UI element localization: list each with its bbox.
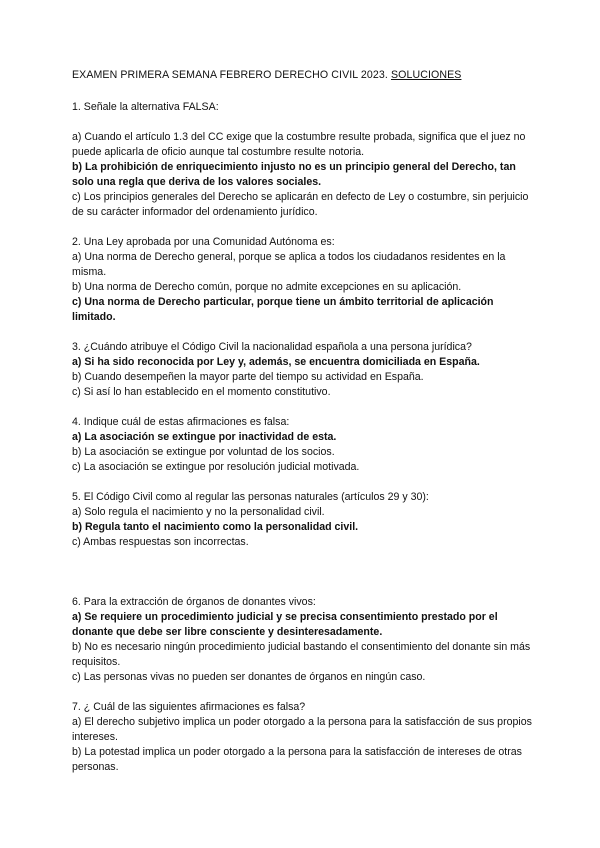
option-c: c) Los principios generales del Derecho se aplicarán en defecto de Ley o costumbre, sin perjuicio de su carácter informador del ordenamiento jurídico.: [72, 191, 529, 218]
option-a: a) Una norma de Derecho general, porque se aplica a todos los ciudadanos residentes en la misma.: [72, 251, 506, 278]
question-stem: 2. Una Ley aprobada por una Comunidad Autónoma es:: [72, 236, 335, 248]
question-1: [72, 100, 532, 220]
question-stem: 3. ¿Cuándo atribuye el Código Civil la nacionalidad española a una persona jurídica?: [72, 341, 472, 353]
question-3: [72, 340, 532, 400]
option-a-correct: a) Se requiere un procedimiento judicial y se precisa consentimiento prestado por el donante que debe ser libre consciente y desinteresadamente.: [72, 611, 498, 638]
option-a-correct: a) Si ha sido reconocida por Ley y, además, se encuentra domiciliada en España.: [72, 356, 480, 368]
question-stem: 4. Indique cuál de estas afirmaciones es falsa:: [72, 416, 290, 428]
option-a: a) Solo regula el nacimiento y no la personalidad civil.: [72, 506, 325, 518]
option-b: b) Cuando desempeñen la mayor parte del tiempo su actividad en España.: [72, 371, 424, 383]
exam-document: [72, 68, 532, 790]
option-b: b) La asociación se extingue por voluntad de los socios.: [72, 446, 335, 458]
title-solutions: SOLUCIONES: [390, 69, 462, 81]
option-b-correct: b) Regula tanto el nacimiento como la personalidad civil.: [72, 521, 359, 533]
option-b: b) La potestad implica un poder otorgado a la persona para la satisfacción de intereses de otras personas.: [72, 746, 522, 773]
document-title: [72, 68, 532, 83]
option-b: b) No es necesario ningún procedimiento judicial bastando el consentimiento del donante sin más requisitos.: [72, 641, 531, 668]
option-c: c) La asociación se extingue por resolución judicial motivada.: [72, 461, 360, 473]
question-6: [72, 595, 532, 685]
option-a-correct: a) La asociación se extingue por inactividad de esta.: [72, 431, 337, 443]
question-5: [72, 490, 532, 550]
question-stem: 1. Señale la alternativa FALSA:: [72, 101, 219, 113]
question-2: [72, 235, 532, 325]
question-7: [72, 700, 532, 775]
option-b-correct: b) La prohibición de enriquecimiento injusto no es un principio general del Derecho, tan solo una regla que deriva de los valores sociales.: [72, 161, 516, 188]
option-a: a) El derecho subjetivo implica un poder otorgado a la persona para la satisfacción de sus propios intereses.: [72, 716, 532, 743]
question-stem: 6. Para la extracción de órganos de donantes vivos:: [72, 596, 316, 608]
question-4: [72, 415, 532, 475]
title-main: EXAMEN PRIMERA SEMANA FEBRERO DERECHO CIVIL 2023.: [72, 69, 388, 81]
option-c: c) Ambas respuestas son incorrectas.: [72, 536, 249, 548]
option-c: c) Las personas vivas no pueden ser donantes de órganos en ningún caso.: [72, 671, 426, 683]
option-c-correct: c) Una norma de Derecho particular, porque tiene un ámbito territorial de aplicación limitado.: [72, 296, 494, 323]
question-stem: 7. ¿ Cuál de las siguientes afirmaciones es falsa?: [72, 701, 306, 713]
option-c: c) Si así lo han establecido en el momento constitutivo.: [72, 386, 331, 398]
option-a: a) Cuando el artículo 1.3 del CC exige que la costumbre resulte probada, significa que el juez no puede aplicarla de oficio aunque tal costumbre resulte notoria.: [72, 131, 526, 158]
option-b: b) Una norma de Derecho común, porque no admite excepciones en su aplicación.: [72, 281, 462, 293]
question-stem: 5. El Código Civil como al regular las personas naturales (artículos 29 y 30):: [72, 491, 429, 503]
